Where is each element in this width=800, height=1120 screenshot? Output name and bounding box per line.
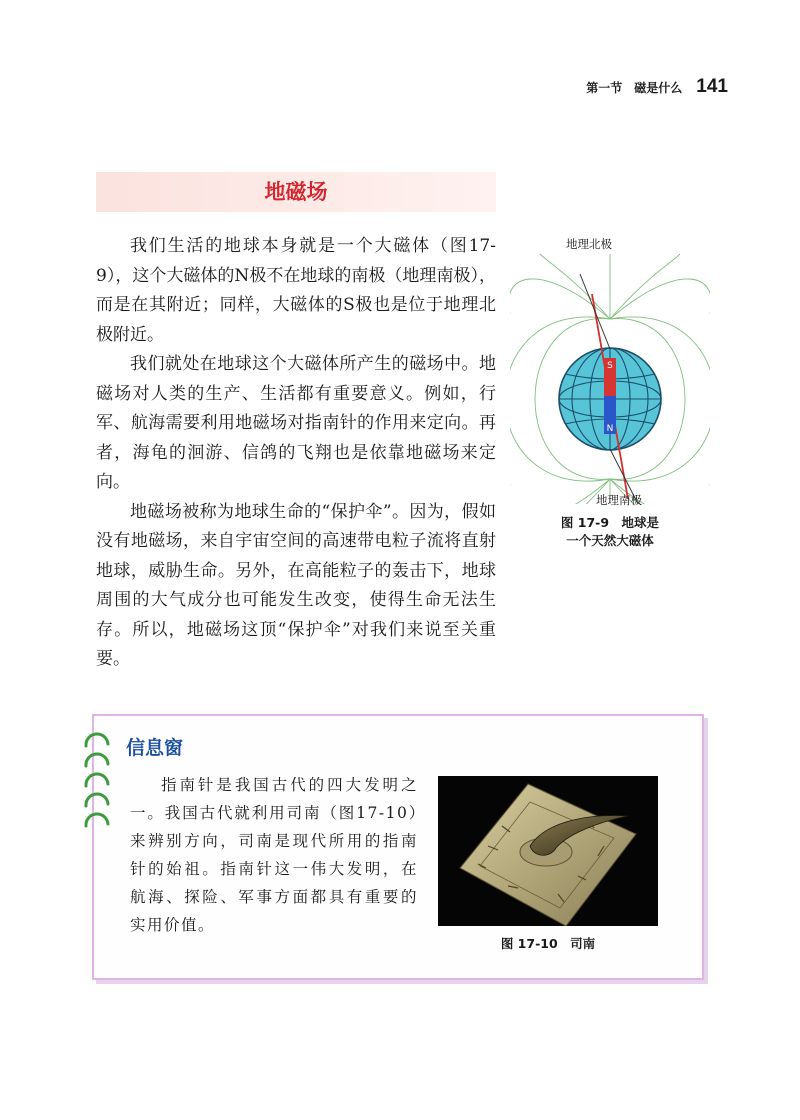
page-number: 141 xyxy=(696,76,728,97)
info-paragraph: 指南针是我国古代的四大发明之一。我国古代就利用司南（图17-10）来辨别方向，司南是现代所用的指南针的始祖。指南针这一伟大发明，在航海、探险、军事方面都具有重要的实用价值。 xyxy=(130,776,418,934)
caption-line-2: 一个天然大磁体 xyxy=(566,533,654,548)
info-window-title: 信息窗 xyxy=(126,737,184,759)
info-window-text xyxy=(130,771,418,939)
body-text xyxy=(96,232,496,675)
binder-rings-icon xyxy=(80,728,112,828)
section-title: 地磁场 xyxy=(264,180,328,204)
north-pole-label: 地理北极 xyxy=(566,237,612,251)
page-header xyxy=(586,76,728,98)
magnet-s-label: S xyxy=(607,361,613,371)
section-name: 第一节 磁是什么 xyxy=(586,81,683,95)
earth-magnetic-field-diagram xyxy=(510,254,710,504)
figure-17-10-caption: 图 17-10 司南 xyxy=(500,936,596,951)
magnet-n-label: N xyxy=(606,424,614,434)
south-pole-label: 地理南极 xyxy=(596,493,642,507)
figure-17-9-caption xyxy=(510,514,710,550)
sinan-compass-image xyxy=(438,776,658,926)
caption-line-1: 图 17-9 地球是 xyxy=(560,515,660,530)
section-title-bar xyxy=(96,172,496,212)
earth-magnet-figure xyxy=(510,236,710,546)
paragraph-3: 地磁场被称为地球生命的“保护伞”。因为，假如没有地磁场，来自宇宙空间的高速带电粒子流将直射地球，威胁生命。另外，在高能粒子的轰击下，地球周围的大气成分也可能发生改变，使得生命无法生存。所以，地磁场这顶“保护伞”对我们来说至关重要。 xyxy=(96,501,496,669)
paragraph-1: 我们生活的地球本身就是一个大磁体（图17-9），这个大磁体的N极不在地球的南极（地理南极），而是在其附近；同样，大磁体的S极也是位于地理北极附近。 xyxy=(96,236,496,345)
sinan-compass-photo xyxy=(438,776,658,926)
paragraph-2: 我们就处在地球这个大磁体所产生的磁场中。地磁场对人类的生产、生活都有重要意义。例如，行军、航海需要利用地磁场对指南针的作用来定向。再者，海龟的洄游、信鸽的飞翔也是依靠地磁场来定向。 xyxy=(96,354,496,492)
